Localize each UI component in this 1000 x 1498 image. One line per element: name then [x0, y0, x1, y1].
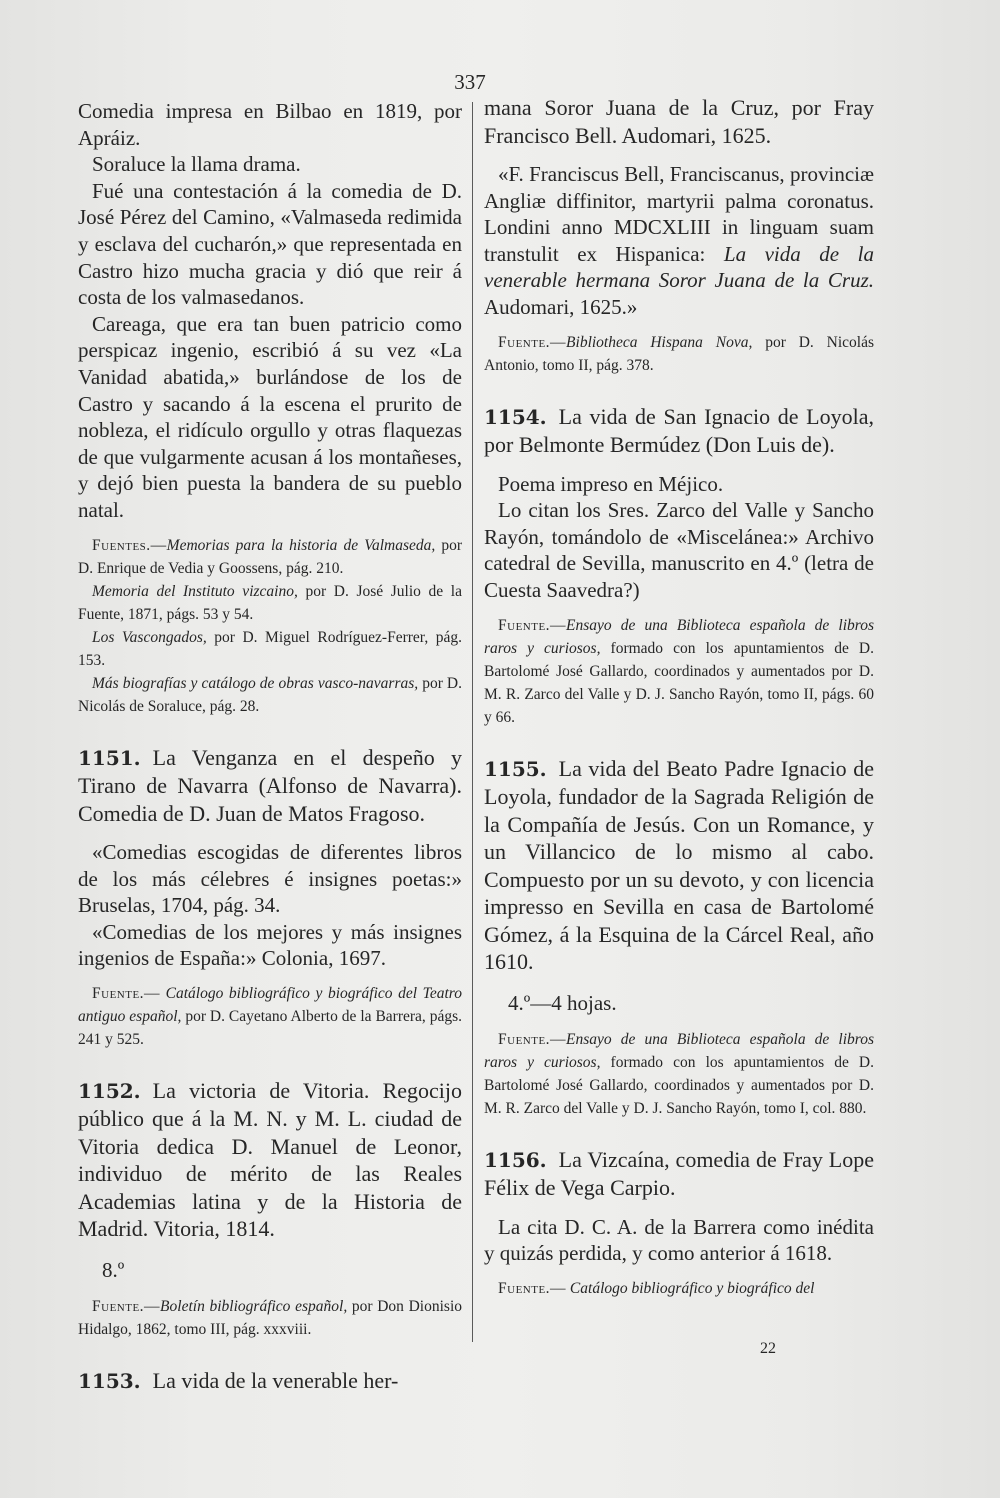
source-detail: formado con los apuntamientos de D. Bartolomé José Gallardo, coordinados y aumentados por D. M. R. Zarco del Valle y D. J. Sancho Rayón, tomo I, col. 880. [484, 1053, 874, 1117]
entry-1155-title [484, 755, 874, 976]
paragraph: Careaga, que era tan buen patricio como perspicaz ingenio, escribió á su vez «La Vanidad abatida,» burlándose de los de Castro y sacando á la escena el prurito de nobleza, el ridículo orgullo y otras flaquezas de que vulgarmente acusan á los montañeses, y dejó bien puesta la bandera de su pueblo natal. [78, 311, 462, 522]
entry-heading: La victoria de Vitoria. Regocijo público que á la M. N. y M. L. ciudad de Vitoria dedica D. Manuel de Leonor, individuo de mérito de las Reales Academias latina y de la Historia de Madrid. Vitoria, 1814. [78, 1077, 462, 1242]
entry-heading: La vida de San Ignacio de Loyola, por Belmonte Bermúdez (Don Luis de). [484, 403, 874, 458]
source-title: Ensayo de una Biblioteca española de libros raros y curiosos, [484, 1030, 874, 1071]
source-title: Catálogo bibliográfico y biográfico del Teatro antiguo español, [78, 984, 462, 1025]
source-title: Más biografías y catálogo de obras vasco-navarras, [92, 674, 419, 692]
sources-block [78, 1295, 462, 1341]
source-detail: por D. Cayetano Alberto de la Barrera, págs. 241 y 525. [78, 1007, 462, 1048]
entry-1156-title [484, 1146, 874, 1202]
source-detail: por D. Enrique de Vedia y Goossens, pág. 210. [78, 536, 462, 577]
entry-number: 1153. [78, 1368, 141, 1393]
entry-heading: La Vizcaína, comedia de Fray Lope Félix de Vega Carpio. [484, 1146, 874, 1201]
source-label: Fuente.— [498, 333, 567, 351]
source-label: Fuentes.— [92, 536, 167, 554]
source-label: Fuente.— [92, 1297, 161, 1315]
source-label: Fuente.— [498, 1279, 567, 1297]
entry-number: 1152. [78, 1078, 141, 1103]
source-label: Fuente.— [92, 984, 161, 1002]
quotation [484, 161, 874, 321]
format-note: 8.º [102, 1257, 125, 1282]
source-detail: por D. José Julio de la Fuente, 1871, págs. 53 y 54. [78, 582, 462, 623]
paragraph: Fué una contestación á la comedia de D. José Pérez del Camino, «Valmaseda redimida y esclava del cucharón,» que representada en Castro hizo mucha gracia y dió que reir á costa de los valmasedanos. [78, 178, 462, 310]
sources-block [484, 1277, 874, 1300]
entry-heading: La Venganza en el despeño y Tirano de Navarra (Alfonso de Navarra). Comedia de D. Juan de Matos Fragoso. [78, 744, 462, 826]
quote-text: «F. Franciscus Bell, Franciscanus, provinciæ Angliæ diffinitor, martyrii palma coronatus. Londini anno MDCXLIII in linguam suam transtulit ex Hispanica: [484, 162, 874, 266]
sources-block [78, 534, 462, 718]
source-detail: por D. Miguel Rodríguez-Ferrer, pág. 153. [78, 628, 462, 669]
entry-1152-title [78, 1077, 462, 1243]
source-title: Los Vascongados, [92, 628, 207, 646]
source-title: Memorias para la historia de Valmaseda, [166, 536, 436, 554]
quote-title: La vida de la venerable hermana Soror Juana de la Cruz. [484, 241, 874, 293]
source-detail: formado con los apuntamientos de D. Bartolomé José Gallardo, coordinados y aumentados por D. M. R. Zarco del Valle y D. J. Sancho Rayón, tomo II, págs. 60 y 66. [484, 639, 874, 726]
paragraph: Poema impreso en Méjico. [498, 471, 724, 496]
paragraph: «Comedias escogidas de diferentes libros de los más célebres é insignes poetas:» Bruselas, 1704, pág. 34. [78, 840, 462, 918]
quote-text: Audomari, 1625.» [484, 294, 638, 319]
sources-block [78, 982, 462, 1051]
source-label: Fuente.— [498, 616, 567, 634]
column-divider [472, 102, 473, 1342]
paragraph: Soraluce la llama drama. [92, 152, 301, 177]
source-title: Memoria del Instituto vizcaino, [92, 582, 298, 600]
source-title: Bibliotheca Hispana Nova, [566, 333, 753, 351]
source-title: Boletín bibliográfico español, [160, 1297, 348, 1315]
entry-number: 1156. [484, 1147, 547, 1172]
entry-heading: La vida del Beato Padre Ignacio de Loyola, fundador de la Sagrada Religión de la Compañía de Jesús. Con un Romance, y un Villancico de lo mismo al cabo. Compuesto por un su devoto, y con licencia impresso en Sevilla en casa de Bartolomé Gómez, á la Esquina de la Cárcel Real, año 1610. [484, 755, 874, 975]
printer-signature: 22 [760, 1340, 776, 1357]
source-label: Fuente.— [498, 1030, 567, 1048]
source-detail: por D. Nicolás de Soraluce, pág. 28. [78, 674, 463, 715]
sources-block [484, 1028, 874, 1120]
source-title: Ensayo de una Biblioteca española de libros raros y curiosos, [484, 616, 874, 657]
paragraph: Comedia impresa en Bilbao en 1819, por Apráiz. [78, 99, 462, 150]
paragraph: La cita D. C. A. de la Barrera como inédita y quizás perdida, y como anterior á 1618. [484, 1214, 874, 1266]
entry-number: 1154. [484, 404, 547, 429]
source-title: Catálogo bibliográfico y biográfico del [566, 1279, 815, 1297]
format-note: 4.º—4 hojas. [508, 990, 617, 1015]
right-column [484, 94, 874, 1300]
paragraph: «Comedias de los mejores y más insignes ingenios de España:» Colonia, 1697. [78, 919, 462, 971]
left-column [78, 98, 462, 1407]
source-detail: por D. Nicolás Antonio, tomo II, pág. 378. [484, 333, 874, 374]
entry-number: 1155. [484, 756, 547, 781]
entry-1154-title [484, 403, 874, 459]
page-number: 337 [454, 70, 486, 94]
sources-block [484, 331, 874, 377]
entry-1153-continuation: mana Soror Juana de la Cruz, por Fray Francisco Bell. Audomari, 1625. [484, 95, 874, 148]
paragraph: Lo citan los Sres. Zarco del Valle y Sancho Rayón, tomándolo de «Miscelánea:» Archivo catedral de Sevilla, manuscrito en 4.º (letra de Cuesta Saavedra?) [484, 498, 874, 602]
source-detail: por Don Dionisio Hidalgo, 1862, tomo III, pág. xxxviii. [78, 1297, 463, 1338]
entry-1151-title [78, 744, 462, 828]
entry-1153-title [78, 1367, 462, 1396]
entry-number: 1151. [78, 745, 141, 770]
entry-heading: La vida de la venerable her- [152, 1367, 399, 1393]
sources-block [484, 614, 874, 729]
